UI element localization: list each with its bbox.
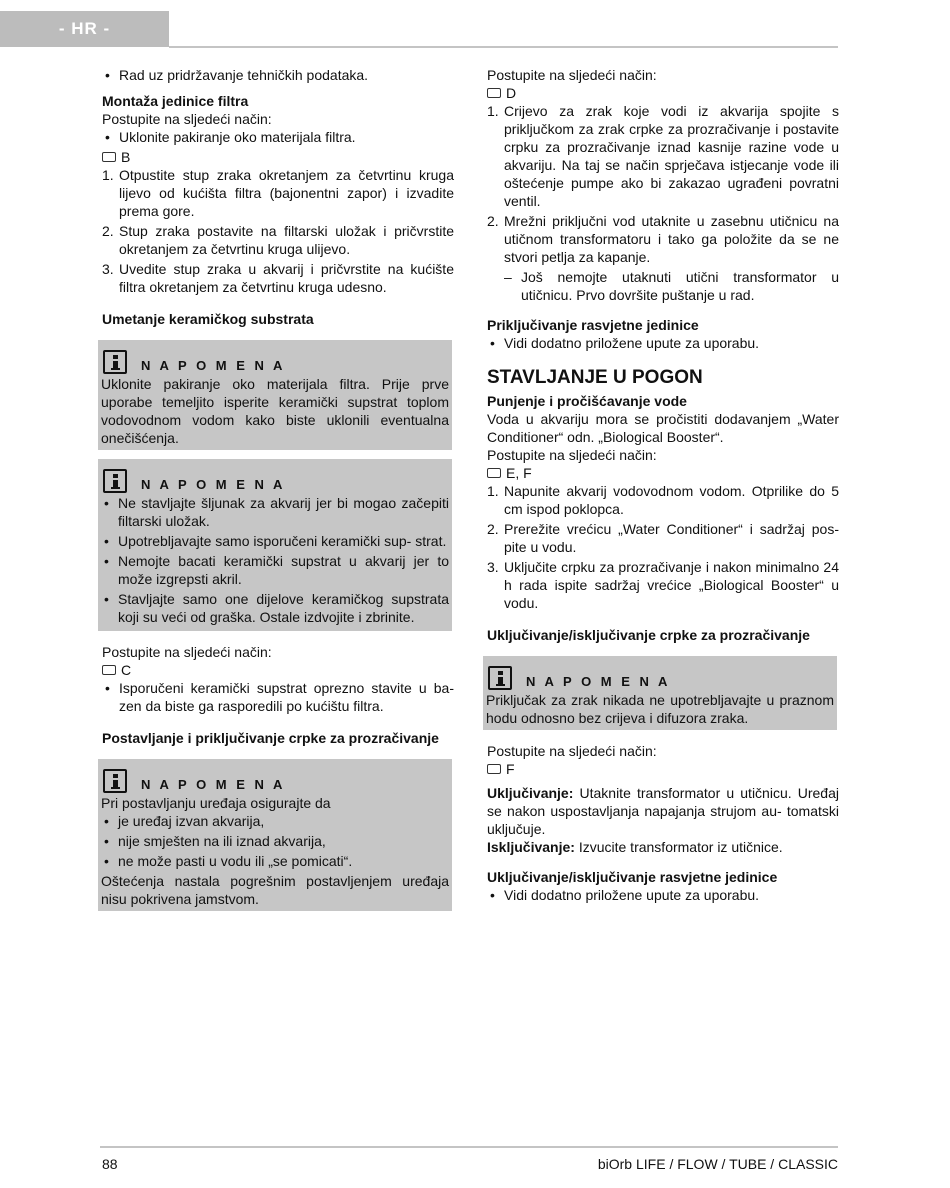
proceed-text: Postupite na sljedeći način: — [487, 743, 657, 759]
light-onoff-heading: Uključivanje/isključivanje rasvjetne jedinice — [487, 869, 778, 885]
list-item: • Isporučeni keramički supstrat oprezno stavite u ba- zen da biste ga rasporedili po kućištu filtra. — [102, 679, 454, 715]
off-paragraph: Isključivanje: Izvucite transformator iz utičnice. — [487, 839, 783, 855]
filter-heading: Montaža jedinice filtra — [102, 93, 249, 109]
info-icon — [103, 769, 127, 793]
list-item: • Nemojte bacati keramički supstrat u akvarij jer to može izgrepsti akril. — [101, 552, 449, 588]
proceed-text: Postupite na sljedeći način: — [102, 644, 272, 660]
figure-icon — [487, 468, 501, 478]
intro-list — [102, 66, 454, 84]
note-box — [98, 340, 452, 450]
filter-bullet: • Uklonite pakiranje oko materijala filtra. — [102, 128, 454, 146]
list-item: • Vidi dodatno priložene upute za uporabu. — [487, 886, 839, 904]
figure-ref-d — [487, 84, 839, 102]
figure-icon — [102, 665, 116, 675]
list-item: 1. Crijevo za zrak koje vodi iz akvarija spojite s priključkom za zrak crpke za prozračivanje i postavite crpku za prozračivanje iznad kasnije razine vode u akvariju. Na taj se način sprječava istjecanje vode ili oštećenje pumpe ako bi zakazao ugrađeni povratni ventil. — [487, 103, 839, 209]
ceramic-heading: Umetanje keramičkog substrata — [102, 311, 314, 327]
list-item: • Upotrebljavajte samo isporučeni keramički sup- strat. — [101, 532, 449, 550]
figure-label: D — [506, 85, 517, 101]
light-bullets — [487, 334, 839, 352]
list-item: • nije smješten na ili iznad akvarija, — [101, 832, 449, 850]
info-icon — [103, 350, 127, 374]
dash-item: – Još nemojte utaknuti utični transformator u utičnicu. Prvo dovršite puštanje u rad. — [504, 269, 839, 303]
list-item: 1. Napunite akvarij vodovodnom vodom. Otprilike do 5 cm ispod poklopca. — [487, 483, 839, 517]
figure-label: B — [121, 149, 131, 165]
list-item: • ne može pasti u vodu ili „se pomicati“. — [101, 852, 449, 870]
figure-icon — [102, 152, 116, 162]
note-title: N A P O M E N A — [141, 358, 286, 373]
figure-ref-b — [102, 148, 454, 166]
on-paragraph: Uključivanje: Utaknite transformator u utičnicu. Uređaj se nakon uspostavljanja napajanja strujom au- tomatski uključuje. — [487, 785, 839, 837]
language-tab: - HR - — [0, 11, 169, 47]
list-item: 2. Stup zraka postavite na filtarski uložak i pričvrstite okretanjem za četvrtinu kruga ulijevo. — [102, 223, 454, 257]
note-title: N A P O M E N A — [526, 674, 671, 689]
figure-ref-c — [102, 661, 454, 679]
on-label: Uključivanje: — [487, 785, 574, 801]
figure-ref-f — [487, 760, 839, 778]
fill-text: Voda u akvariju mora se pročistiti dodavanjem „Water Conditioner“ odn. „Biological Booster“. — [487, 411, 839, 445]
note-bullets — [101, 812, 449, 870]
proceed-text: Postupite na sljedeći način: — [487, 67, 657, 83]
note-box — [98, 459, 452, 631]
intro-bullet: • Rad uz pridržavanje tehničkih podataka. — [102, 66, 454, 84]
filter-bullets — [102, 128, 454, 146]
right-column — [487, 66, 839, 906]
proceed-text: Postupite na sljedeći način: — [487, 447, 657, 463]
list-item: 2. Prerežite vrećicu „Water Conditioner“ i sadržaj pos- pite u vodu. — [487, 521, 839, 555]
footer-model: biOrb LIFE / FLOW / TUBE / CLASSIC — [597, 1156, 838, 1172]
figure-icon — [487, 88, 501, 98]
left-column — [102, 66, 454, 911]
list-item: • Stavljajte samo one dijelove keramičkog supstrata koji su veći od graška. Ostale izdvojite i zbrinite. — [101, 590, 449, 626]
ceramic-bullets — [102, 679, 454, 715]
footer-rule — [100, 1146, 838, 1148]
list-item: • je uređaj izvan akvarija, — [101, 812, 449, 830]
pump-heading: Postavljanje i priključivanje crpke za prozračivanje — [102, 730, 439, 746]
note-bullets — [101, 494, 449, 626]
header-rule — [169, 46, 838, 48]
list-item: 1. Otpustite stup zraka okretanjem za četvrtinu kruga lijevo od kućišta filtra (bajonentni zapor) i izvadite prema gore. — [102, 167, 454, 219]
note-title: N A P O M E N A — [141, 777, 286, 792]
list-item: 3. Uvedite stup zraka u akvarij i pričvrstite na kućište filtra okretanjem za četvrtinu kruga udesno. — [102, 261, 454, 295]
figure-label: C — [121, 662, 132, 678]
info-icon — [103, 469, 127, 493]
fill-steps — [487, 482, 839, 612]
list-item: 3. Uključite crpku za prozračivanje i nakon minimalno 24 h rada ispite sadržaj vrećice „Biological Booster“ u vodu. — [487, 559, 839, 611]
figure-label: E, F — [506, 465, 532, 481]
note-text: Priključak za zrak nikada ne upotrebljavajte u praznom hodu odnosno bez crijeva i difuzora zraka. — [486, 692, 834, 726]
filter-steps — [102, 166, 454, 296]
onoff-heading: Uključivanje/isključivanje crpke za prozračivanje — [487, 627, 810, 643]
figure-ref-ef — [487, 464, 839, 482]
figure-label: F — [506, 761, 515, 777]
fill-heading: Punjenje i pročišćavanje vode — [487, 393, 687, 409]
list-item: • Ne stavljajte šljunak za akvarij jer bi mogao začepiti filtarski uložak. — [101, 494, 449, 530]
note-outro: Oštećenja nastala pogrešnim postavljenjem uređaja nisu pokrivena jamstvom. — [101, 873, 449, 907]
list-item: 2. Mrežni priključni vod utaknite u zasebnu utičnicu na utičnom transformatoru i tako ga položite da se ne stvori petlja za kapanje. — [487, 213, 839, 265]
startup-heading: STAVLJANJE U POGON — [487, 367, 703, 388]
note-box — [98, 759, 452, 911]
note-intro: Pri postavljanju uređaja osigurajte da — [101, 795, 331, 811]
list-item: • Vidi dodatno priložene upute za uporabu. — [487, 334, 839, 352]
light-heading: Priključivanje rasvjetne jedinice — [487, 317, 699, 333]
info-icon — [488, 666, 512, 690]
off-label: Isključivanje: — [487, 839, 575, 855]
page-number: 88 — [102, 1156, 118, 1172]
note-title: N A P O M E N A — [141, 477, 286, 492]
note-box — [483, 656, 837, 730]
proceed-text: Postupite na sljedeći način: — [102, 111, 272, 127]
light-onoff-bullets — [487, 886, 839, 904]
figure-icon — [487, 764, 501, 774]
pump-steps — [487, 102, 839, 266]
note-text: Uklonite pakiranje oko materijala filtra. Prije prve uporabe temeljito isperite keramički supstrat toplom vodovodnom vodom kako biste uklonili eventualna onečišćenja. — [101, 376, 449, 446]
